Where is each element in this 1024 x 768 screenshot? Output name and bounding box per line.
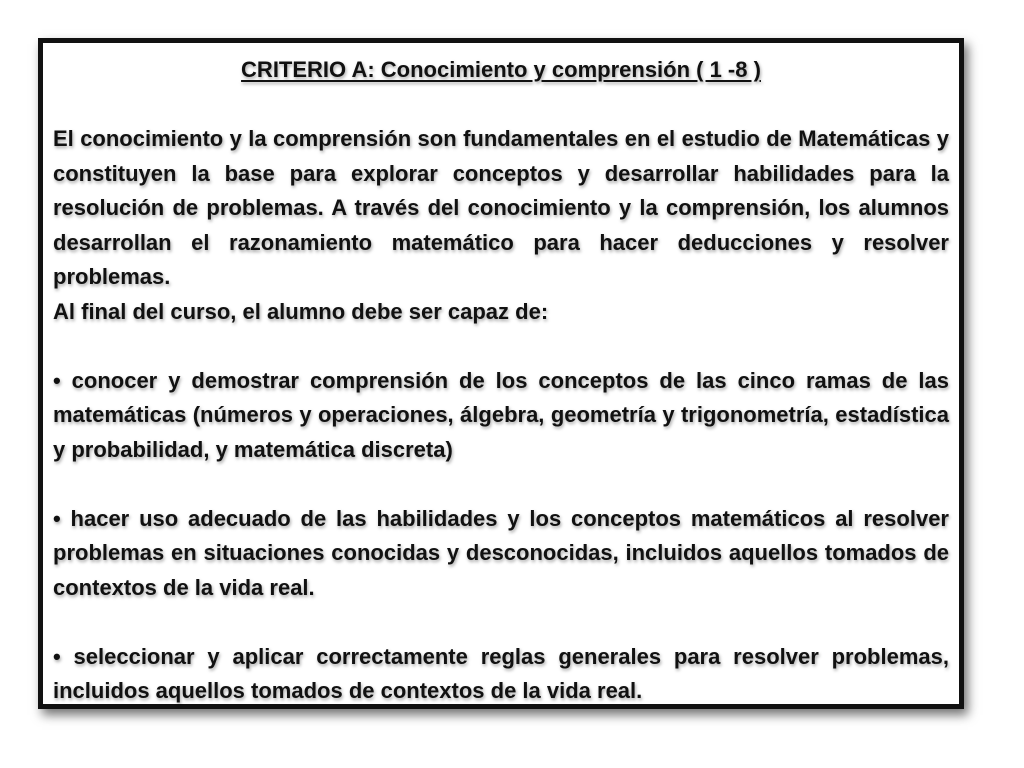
bullet-item: • seleccionar y aplicar correctamente reglas generales para resolver problemas, incluidos aquellos tomados de contextos de la vida real. [53,643,949,703]
spacer [53,467,949,502]
criterion-title: CRITERIO A: Conocimiento y comprensión ( 1 -8 ) [241,57,761,82]
spacer [53,329,949,364]
lead-in-text: Al final del curso, el alumno debe ser capaz de: [53,298,549,324]
bullet-item: • conocer y demostrar comprensión de los conceptos de las cinco ramas de las matemáticas (números y operaciones, álgebra, geometría y trigonometría, estadística y probabilidad, y matemática discreta) [53,367,949,462]
spacer [53,605,949,640]
criterion-content [53,53,949,703]
spacer [53,88,949,123]
intro-paragraph: El conocimiento y la comprensión son fundamentales en el estudio de Matemáticas y constituyen la base para explorar conceptos y desarrollar habilidades para la resolución de problemas. A través del conocimiento y la comprensión, los alumnos desarrollan el razonamiento matemático para hacer deducciones y resolver problemas. [53,126,949,289]
criterion-frame [38,38,964,709]
bullet-item: • hacer uso adecuado de las habilidades y los conceptos matemáticos al resolver problemas en situaciones conocidas y desconocidas, incluidos aquellos tomados de contextos de la vida real. [53,505,949,600]
